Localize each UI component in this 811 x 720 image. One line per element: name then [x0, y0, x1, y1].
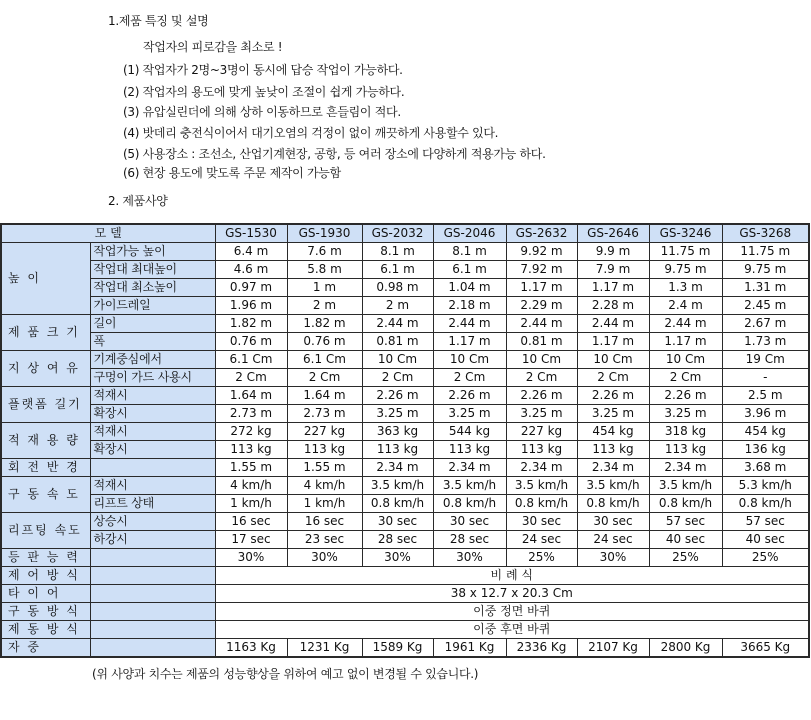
value-cell: 1.55 m — [287, 459, 362, 477]
table-row — [1, 621, 809, 639]
value-cell: 544 kg — [433, 423, 506, 441]
value-cell: 3.5 km/h — [649, 477, 722, 495]
value-cell: 8.1 m — [362, 243, 433, 261]
value-cell: 113 kg — [433, 441, 506, 459]
value-cell: 2 Cm — [287, 369, 362, 387]
row-label: 가이드레일 — [90, 297, 215, 315]
value-cell: 10 Cm — [433, 351, 506, 369]
category-label: 구 동 방 식 — [1, 603, 90, 621]
value-cell: 2 Cm — [433, 369, 506, 387]
value-cell: 2 Cm — [649, 369, 722, 387]
value-cell: 1.64 m — [215, 387, 287, 405]
value-cell: 1.82 m — [215, 315, 287, 333]
value-cell: 454 kg — [577, 423, 649, 441]
category-label: 제 동 방 식 — [1, 621, 90, 639]
category-label: 타 이 어 — [1, 585, 90, 603]
value-cell: 2 Cm — [577, 369, 649, 387]
model-header-label: 모 델 — [1, 224, 215, 243]
disclaimer-note: (위 사양과 치수는 제품의 성능향상을 위하여 예고 없이 변경될 수 있습니다.) — [92, 667, 479, 681]
value-cell: 9.75 m — [722, 261, 809, 279]
value-cell: 3.25 m — [577, 405, 649, 423]
value-cell: 40 sec — [722, 531, 809, 549]
value-cell: 30% — [287, 549, 362, 567]
value-cell: 2.26 m — [649, 387, 722, 405]
value-cell: 2.34 m — [506, 459, 577, 477]
value-cell: 0.8 km/h — [649, 495, 722, 513]
value-cell: 5.8 m — [287, 261, 362, 279]
value-cell: 10 Cm — [649, 351, 722, 369]
tire-value: 38 x 12.7 x 20.3 Cm — [215, 585, 809, 603]
feature-item: (4) 밧데리 충전식이어서 대기오염의 걱정이 없이 깨끗하게 사용할수 있다. — [123, 126, 499, 140]
feature-item: (6) 현장 용도에 맞도록 주문 제작이 가능함 — [123, 166, 341, 180]
value-cell: 454 kg — [722, 423, 809, 441]
value-cell: 3.5 km/h — [506, 477, 577, 495]
value-cell: 1.96 m — [215, 297, 287, 315]
row-label — [90, 585, 215, 603]
value-cell: 10 Cm — [577, 351, 649, 369]
value-cell: 11.75 m — [722, 243, 809, 261]
value-cell: 1.73 m — [722, 333, 809, 351]
model-header-gs-2032: GS-2032 — [362, 224, 433, 243]
value-cell: 0.97 m — [215, 279, 287, 297]
value-cell: 1.64 m — [287, 387, 362, 405]
value-cell: 2.5 m — [722, 387, 809, 405]
value-cell: 2.67 m — [722, 315, 809, 333]
value-cell: 2.18 m — [433, 297, 506, 315]
row-label — [90, 621, 215, 639]
value-cell: 24 sec — [506, 531, 577, 549]
value-cell: 1 km/h — [215, 495, 287, 513]
row-label — [90, 549, 215, 567]
value-cell: 0.8 km/h — [433, 495, 506, 513]
value-cell: 9.9 m — [577, 243, 649, 261]
section1-title: 1.제품 특징 및 설명 — [108, 14, 209, 28]
table-row — [1, 351, 809, 369]
row-label: 작업가능 높이 — [90, 243, 215, 261]
row-label: 구멍이 가드 사용시 — [90, 369, 215, 387]
value-cell: 2 Cm — [215, 369, 287, 387]
value-cell: 2 m — [287, 297, 362, 315]
value-cell: 6.4 m — [215, 243, 287, 261]
value-cell: 113 kg — [362, 441, 433, 459]
table-row — [1, 531, 809, 549]
value-cell: 6.1 Cm — [287, 351, 362, 369]
feature-item: (2) 작업자의 용도에 맞게 높낮이 조절이 쉽게 가능하다. — [123, 85, 405, 99]
value-cell: 2.26 m — [362, 387, 433, 405]
spec-table — [0, 223, 810, 658]
row-label: 기계중심에서 — [90, 351, 215, 369]
value-cell: 2.34 m — [362, 459, 433, 477]
value-cell: 5.3 km/h — [722, 477, 809, 495]
value-cell: 30 sec — [506, 513, 577, 531]
value-cell: 19 Cm — [722, 351, 809, 369]
value-cell: 1.17 m — [577, 333, 649, 351]
row-label: 리프트 상태 — [90, 495, 215, 513]
table-row — [1, 423, 809, 441]
value-cell: 113 kg — [649, 441, 722, 459]
value-cell: 1231 Kg — [287, 639, 362, 658]
brake-value: 이중 후면 바퀴 — [215, 621, 809, 639]
value-cell: 2.45 m — [722, 297, 809, 315]
table-row — [1, 315, 809, 333]
row-label: 폭 — [90, 333, 215, 351]
value-cell: 30 sec — [433, 513, 506, 531]
row-label: 작업대 최소높이 — [90, 279, 215, 297]
value-cell: 3.68 m — [722, 459, 809, 477]
value-cell: 318 kg — [649, 423, 722, 441]
value-cell: 1 m — [287, 279, 362, 297]
value-cell: 2.44 m — [362, 315, 433, 333]
value-cell: 30% — [362, 549, 433, 567]
control-value: 비 례 식 — [215, 567, 809, 585]
table-row — [1, 639, 809, 658]
row-label: 작업대 최대높이 — [90, 261, 215, 279]
value-cell: 2800 Kg — [649, 639, 722, 658]
feature-item: (5) 사용장소 : 조선소, 산업기계현장, 공항, 등 여러 장소에 다양하게 적용가능 하다. — [123, 147, 546, 161]
value-cell: 57 sec — [722, 513, 809, 531]
value-cell: 6.1 m — [362, 261, 433, 279]
value-cell: 2.44 m — [433, 315, 506, 333]
value-cell: 227 kg — [287, 423, 362, 441]
value-cell: 2.26 m — [433, 387, 506, 405]
value-cell: 3.25 m — [506, 405, 577, 423]
value-cell: 2.29 m — [506, 297, 577, 315]
value-cell: 1.17 m — [506, 279, 577, 297]
value-cell: 3.96 m — [722, 405, 809, 423]
value-cell: 1.17 m — [577, 279, 649, 297]
value-cell: 2 Cm — [506, 369, 577, 387]
table-row — [1, 495, 809, 513]
value-cell: 1589 Kg — [362, 639, 433, 658]
row-label — [90, 567, 215, 585]
value-cell: 24 sec — [577, 531, 649, 549]
value-cell: 0.81 m — [362, 333, 433, 351]
feature-item: (3) 유압실린더에 의해 상하 이동하므로 흔들림이 적다. — [123, 105, 401, 119]
value-cell: 23 sec — [287, 531, 362, 549]
value-cell: 57 sec — [649, 513, 722, 531]
value-cell: 0.8 km/h — [722, 495, 809, 513]
feature-item: (1) 작업자가 2명~3명이 동시에 답승 작업이 가능하다. — [123, 63, 403, 77]
value-cell: 9.75 m — [649, 261, 722, 279]
value-cell: 11.75 m — [649, 243, 722, 261]
category-label: 높 이 — [1, 243, 90, 315]
value-cell: 6.1 m — [433, 261, 506, 279]
value-cell: 8.1 m — [433, 243, 506, 261]
table-row — [1, 585, 809, 603]
table-row — [1, 333, 809, 351]
value-cell: 2.28 m — [577, 297, 649, 315]
value-cell: 3.5 km/h — [362, 477, 433, 495]
category-label: 자 중 — [1, 639, 90, 658]
value-cell: 1.17 m — [649, 333, 722, 351]
value-cell: 3.5 km/h — [433, 477, 506, 495]
table-row — [1, 387, 809, 405]
value-cell: 2336 Kg — [506, 639, 577, 658]
value-cell: 2.44 m — [506, 315, 577, 333]
row-label: 적재시 — [90, 387, 215, 405]
value-cell: 7.6 m — [287, 243, 362, 261]
value-cell: 2.34 m — [649, 459, 722, 477]
table-row — [1, 279, 809, 297]
table-header-row — [1, 224, 809, 243]
value-cell: 2 Cm — [362, 369, 433, 387]
model-header-gs-3246: GS-3246 — [649, 224, 722, 243]
category-label: 플랫폼 길기 — [1, 387, 90, 423]
value-cell: 6.1 Cm — [215, 351, 287, 369]
model-header-gs-1530: GS-1530 — [215, 224, 287, 243]
table-row — [1, 405, 809, 423]
table-row — [1, 297, 809, 315]
value-cell: 1961 Kg — [433, 639, 506, 658]
table-row — [1, 549, 809, 567]
table-row — [1, 441, 809, 459]
category-label: 리프팅 속도 — [1, 513, 90, 549]
value-cell: - — [722, 369, 809, 387]
table-row — [1, 567, 809, 585]
value-cell: 28 sec — [362, 531, 433, 549]
row-label: 확장시 — [90, 441, 215, 459]
model-header-gs-2046: GS-2046 — [433, 224, 506, 243]
value-cell: 2.26 m — [577, 387, 649, 405]
value-cell: 1.3 m — [649, 279, 722, 297]
value-cell: 1.17 m — [433, 333, 506, 351]
value-cell: 0.8 km/h — [577, 495, 649, 513]
value-cell: 10 Cm — [362, 351, 433, 369]
value-cell: 0.8 km/h — [506, 495, 577, 513]
table-row — [1, 513, 809, 531]
value-cell: 4 km/h — [287, 477, 362, 495]
value-cell: 113 kg — [287, 441, 362, 459]
row-label — [90, 603, 215, 621]
value-cell: 3665 Kg — [722, 639, 809, 658]
category-label: 적 재 용 량 — [1, 423, 90, 459]
value-cell: 363 kg — [362, 423, 433, 441]
row-label: 확장시 — [90, 405, 215, 423]
section2-title: 2. 제품사양 — [108, 194, 168, 208]
tagline: 작업자의 피로감을 최소로 ! — [143, 40, 283, 54]
value-cell: 30 sec — [577, 513, 649, 531]
value-cell: 0.98 m — [362, 279, 433, 297]
value-cell: 4.6 m — [215, 261, 287, 279]
value-cell: 30% — [577, 549, 649, 567]
value-cell: 0.8 km/h — [362, 495, 433, 513]
value-cell: 30% — [433, 549, 506, 567]
value-cell: 1163 Kg — [215, 639, 287, 658]
value-cell: 0.76 m — [287, 333, 362, 351]
value-cell: 7.9 m — [577, 261, 649, 279]
value-cell: 16 sec — [287, 513, 362, 531]
value-cell: 3.5 km/h — [577, 477, 649, 495]
model-header-gs-2632: GS-2632 — [506, 224, 577, 243]
value-cell: 9.92 m — [506, 243, 577, 261]
value-cell: 113 kg — [506, 441, 577, 459]
drive-value: 이중 정면 바퀴 — [215, 603, 809, 621]
value-cell: 25% — [649, 549, 722, 567]
value-cell: 1.04 m — [433, 279, 506, 297]
table-row — [1, 477, 809, 495]
value-cell: 28 sec — [433, 531, 506, 549]
table-row — [1, 369, 809, 387]
value-cell: 2.73 m — [215, 405, 287, 423]
value-cell: 113 kg — [577, 441, 649, 459]
value-cell: 17 sec — [215, 531, 287, 549]
value-cell: 2.26 m — [506, 387, 577, 405]
category-label: 제 어 방 식 — [1, 567, 90, 585]
value-cell: 113 kg — [215, 441, 287, 459]
value-cell: 0.81 m — [506, 333, 577, 351]
category-label: 지 상 여 유 — [1, 351, 90, 387]
row-label: 하강시 — [90, 531, 215, 549]
row-label: 적재시 — [90, 423, 215, 441]
row-label — [90, 459, 215, 477]
table-row — [1, 603, 809, 621]
value-cell: 1.55 m — [215, 459, 287, 477]
value-cell: 2.34 m — [433, 459, 506, 477]
value-cell: 272 kg — [215, 423, 287, 441]
row-label: 적재시 — [90, 477, 215, 495]
category-label: 등 판 능 력 — [1, 549, 90, 567]
row-label — [90, 639, 215, 658]
row-label: 상승시 — [90, 513, 215, 531]
value-cell: 1.82 m — [287, 315, 362, 333]
value-cell: 7.92 m — [506, 261, 577, 279]
category-label: 제 품 크 기 — [1, 315, 90, 351]
value-cell: 3.25 m — [649, 405, 722, 423]
category-label: 회 전 반 경 — [1, 459, 90, 477]
value-cell: 2.44 m — [649, 315, 722, 333]
model-header-gs-2646: GS-2646 — [577, 224, 649, 243]
value-cell: 3.25 m — [362, 405, 433, 423]
value-cell: 40 sec — [649, 531, 722, 549]
value-cell: 16 sec — [215, 513, 287, 531]
row-label: 길이 — [90, 315, 215, 333]
model-header-gs-1930: GS-1930 — [287, 224, 362, 243]
model-header-gs-3268: GS-3268 — [722, 224, 809, 243]
value-cell: 2.34 m — [577, 459, 649, 477]
value-cell: 2107 Kg — [577, 639, 649, 658]
table-row — [1, 243, 809, 261]
value-cell: 30 sec — [362, 513, 433, 531]
value-cell: 30% — [215, 549, 287, 567]
value-cell: 3.25 m — [433, 405, 506, 423]
value-cell: 2 m — [362, 297, 433, 315]
value-cell: 4 km/h — [215, 477, 287, 495]
table-row — [1, 459, 809, 477]
value-cell: 0.76 m — [215, 333, 287, 351]
value-cell: 136 kg — [722, 441, 809, 459]
value-cell: 2.73 m — [287, 405, 362, 423]
table-row — [1, 261, 809, 279]
value-cell: 1.31 m — [722, 279, 809, 297]
value-cell: 25% — [506, 549, 577, 567]
value-cell: 25% — [722, 549, 809, 567]
value-cell: 10 Cm — [506, 351, 577, 369]
value-cell: 1 km/h — [287, 495, 362, 513]
value-cell: 227 kg — [506, 423, 577, 441]
category-label: 구 동 속 도 — [1, 477, 90, 513]
value-cell: 2.44 m — [577, 315, 649, 333]
value-cell: 2.4 m — [649, 297, 722, 315]
